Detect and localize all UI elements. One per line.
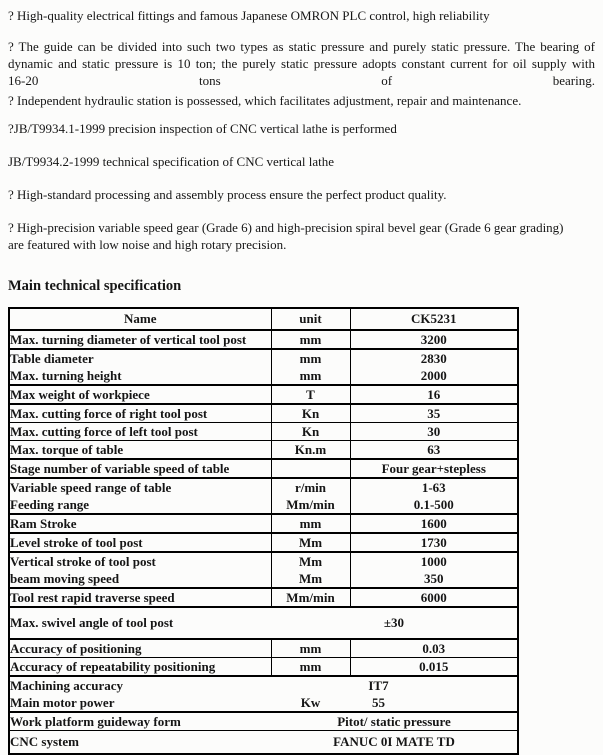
spec-name-cell: Max weight of workpiece (9, 385, 271, 404)
table-row (9, 478, 518, 496)
table-row (9, 459, 518, 478)
spec-value-cell: ±30 (271, 607, 518, 639)
paragraph-line: dynamic and static pressure is 10 ton; the purely static pressure adopts constant current for oil supply with (8, 56, 595, 71)
spec-value-cell: 35 (350, 404, 518, 423)
table-row (9, 385, 518, 404)
spec-value-cell: IT7 (368, 677, 389, 693)
spec-name-cell: beam moving speed (9, 570, 271, 588)
spec-value-cell: 2000 (350, 367, 518, 385)
feature-paragraph-jb2: JB/T9934.2-1999 technical specification of CNC vertical lathe (8, 154, 334, 169)
table-row-main-motor-power (9, 694, 518, 712)
table-row (9, 404, 518, 423)
spec-unit-cell: Mm (271, 533, 350, 552)
spec-name-cell: Vertical stroke of tool post (10, 553, 156, 569)
column-header-model: CK5231 (350, 308, 518, 330)
spec-value-cell: 0.03 (350, 639, 518, 658)
spec-name-cell: Table diameter (10, 350, 94, 366)
table-row (9, 330, 518, 349)
spec-unit-cell (271, 459, 350, 478)
spec-unit-cell: Mm/min (271, 588, 350, 607)
table-row (9, 514, 518, 533)
spec-value-cell: 16 (350, 385, 518, 404)
spec-unit-cell: Mm (271, 552, 350, 570)
spec-unit-cell: mm (271, 367, 350, 385)
spec-unit-cell: mm (271, 330, 350, 349)
justified-word: tons (198, 73, 221, 88)
spec-unit-cell: mm (271, 639, 350, 658)
spec-name-cell: Accuracy of positioning (9, 639, 271, 658)
feature-paragraph-guide (8, 38, 595, 89)
spec-value-cell: 2830 (350, 349, 518, 367)
feature-paragraph-gear (8, 219, 595, 253)
spec-value-cell: 0.015 (350, 658, 518, 677)
spec-value-cell: 1000 (350, 552, 518, 570)
spec-name-cell: Max. swivel angle of tool post (9, 607, 271, 639)
spec-value-cell: 6000 (350, 588, 518, 607)
spec-value-cell: 0.1-500 (350, 496, 518, 514)
spec-value-cell: 3200 (350, 330, 518, 349)
spec-name-cell: Max. cutting force of left tool post (9, 423, 271, 441)
section-heading: Main technical specification (8, 278, 182, 294)
table-row (9, 367, 518, 385)
table-row (9, 496, 518, 514)
feature-paragraph-quality: ? High-standard processing and assembly process ensure the perfect product quality. (8, 187, 447, 202)
feature-paragraph-hydraulic: ? Independent hydraulic station is possessed, which facilitates adjustment, repair and maintenance. (8, 93, 522, 108)
spec-unit-cell: Kn (271, 404, 350, 423)
spec-name-cell: Accuracy of repeatability positioning (9, 658, 271, 677)
spec-value-cell: Pitot/ static pressure (271, 712, 518, 731)
table-row (9, 552, 518, 570)
spec-unit-cell: Kn.m (271, 441, 350, 460)
spec-name-cell: Machining accuracy (10, 677, 124, 693)
spec-value-cell: FANUC 0I MATE TD (333, 734, 455, 749)
table-row (9, 441, 518, 460)
spec-value-cell: 55 (350, 694, 518, 712)
spec-unit-cell: mm (271, 514, 350, 533)
spec-value-cell: 1730 (350, 533, 518, 552)
feature-paragraph-omron: ? High-quality electrical fittings and famous Japanese OMRON PLC control, high reliability (8, 8, 490, 23)
spec-value-cell: Four gear+stepless (350, 459, 518, 478)
justified-word: of (381, 73, 393, 88)
spec-name-cell: Max. torque of table (9, 441, 271, 460)
spec-name-cell: Max. turning diameter of vertical tool post (9, 330, 271, 349)
paragraph-line: are featured with low noise and high rotary precision. (8, 237, 287, 252)
spec-name-cell: Max. turning height (9, 367, 271, 385)
table-row (9, 570, 518, 588)
spec-name-cell: Ram Stroke (9, 514, 271, 533)
table-row-swivel-angle (9, 607, 518, 639)
column-header-unit: unit (271, 308, 350, 330)
spec-name-cell: Feeding range (9, 496, 271, 514)
spec-unit-cell: Mm (271, 570, 350, 588)
table-row-cnc-system (9, 731, 518, 755)
paragraph-line: ? The guide can be divided into such two types as static pressure and purely static pressure. The bearing of (8, 39, 595, 54)
spec-value-cell: 30 (350, 423, 518, 441)
spec-name-cell: Stage number of variable speed of table (9, 459, 271, 478)
paragraph-line: ? High-precision variable speed gear (Grade 6) and high-precision spiral bevel gear (Grade 6 gear grading) (8, 220, 564, 235)
spec-name-cell: Max. cutting force of right tool post (9, 404, 271, 423)
spec-name-cell: Variable speed range of table (10, 479, 172, 495)
spec-unit-cell: T (271, 385, 350, 404)
table-row (9, 658, 518, 677)
specification-table (8, 307, 519, 755)
spec-unit-cell: r/min (271, 478, 350, 496)
paragraph-justified-line (8, 72, 595, 89)
spec-name-cell: CNC system (10, 734, 79, 749)
spec-name-cell: Main motor power (9, 694, 271, 712)
spec-value-cell: 63 (350, 441, 518, 460)
table-row (9, 588, 518, 607)
spec-unit-cell: Mm/min (271, 496, 350, 514)
table-row (9, 423, 518, 441)
spec-value-cell: 350 (350, 570, 518, 588)
table-row (9, 639, 518, 658)
table-row (9, 533, 518, 552)
table-row-machining-accuracy (9, 676, 518, 694)
feature-paragraph-jb1: ?JB/T9934.1-1999 precision inspection of CNC vertical lathe is performed (8, 121, 397, 136)
table-row-guideway-form (9, 712, 518, 731)
column-header-name: Name (9, 308, 271, 330)
spec-unit-cell: Kn (271, 423, 350, 441)
spec-unit-cell (271, 676, 350, 694)
spec-name-cell: Work platform guideway form (9, 712, 271, 731)
table-row (9, 349, 518, 367)
table-header-row (9, 308, 518, 330)
spec-name-cell: Level stroke of tool post (9, 533, 271, 552)
justified-word: 16-20 (8, 73, 39, 88)
spec-value-cell: 1-63 (350, 478, 518, 496)
spec-value-cell: 1600 (350, 514, 518, 533)
justified-word: bearing. (552, 73, 595, 88)
spec-unit-cell: mm (271, 658, 350, 677)
spec-unit-cell: Kw (271, 694, 350, 712)
spec-name-cell: Tool rest rapid traverse speed (9, 588, 271, 607)
spec-unit-cell: mm (271, 349, 350, 367)
